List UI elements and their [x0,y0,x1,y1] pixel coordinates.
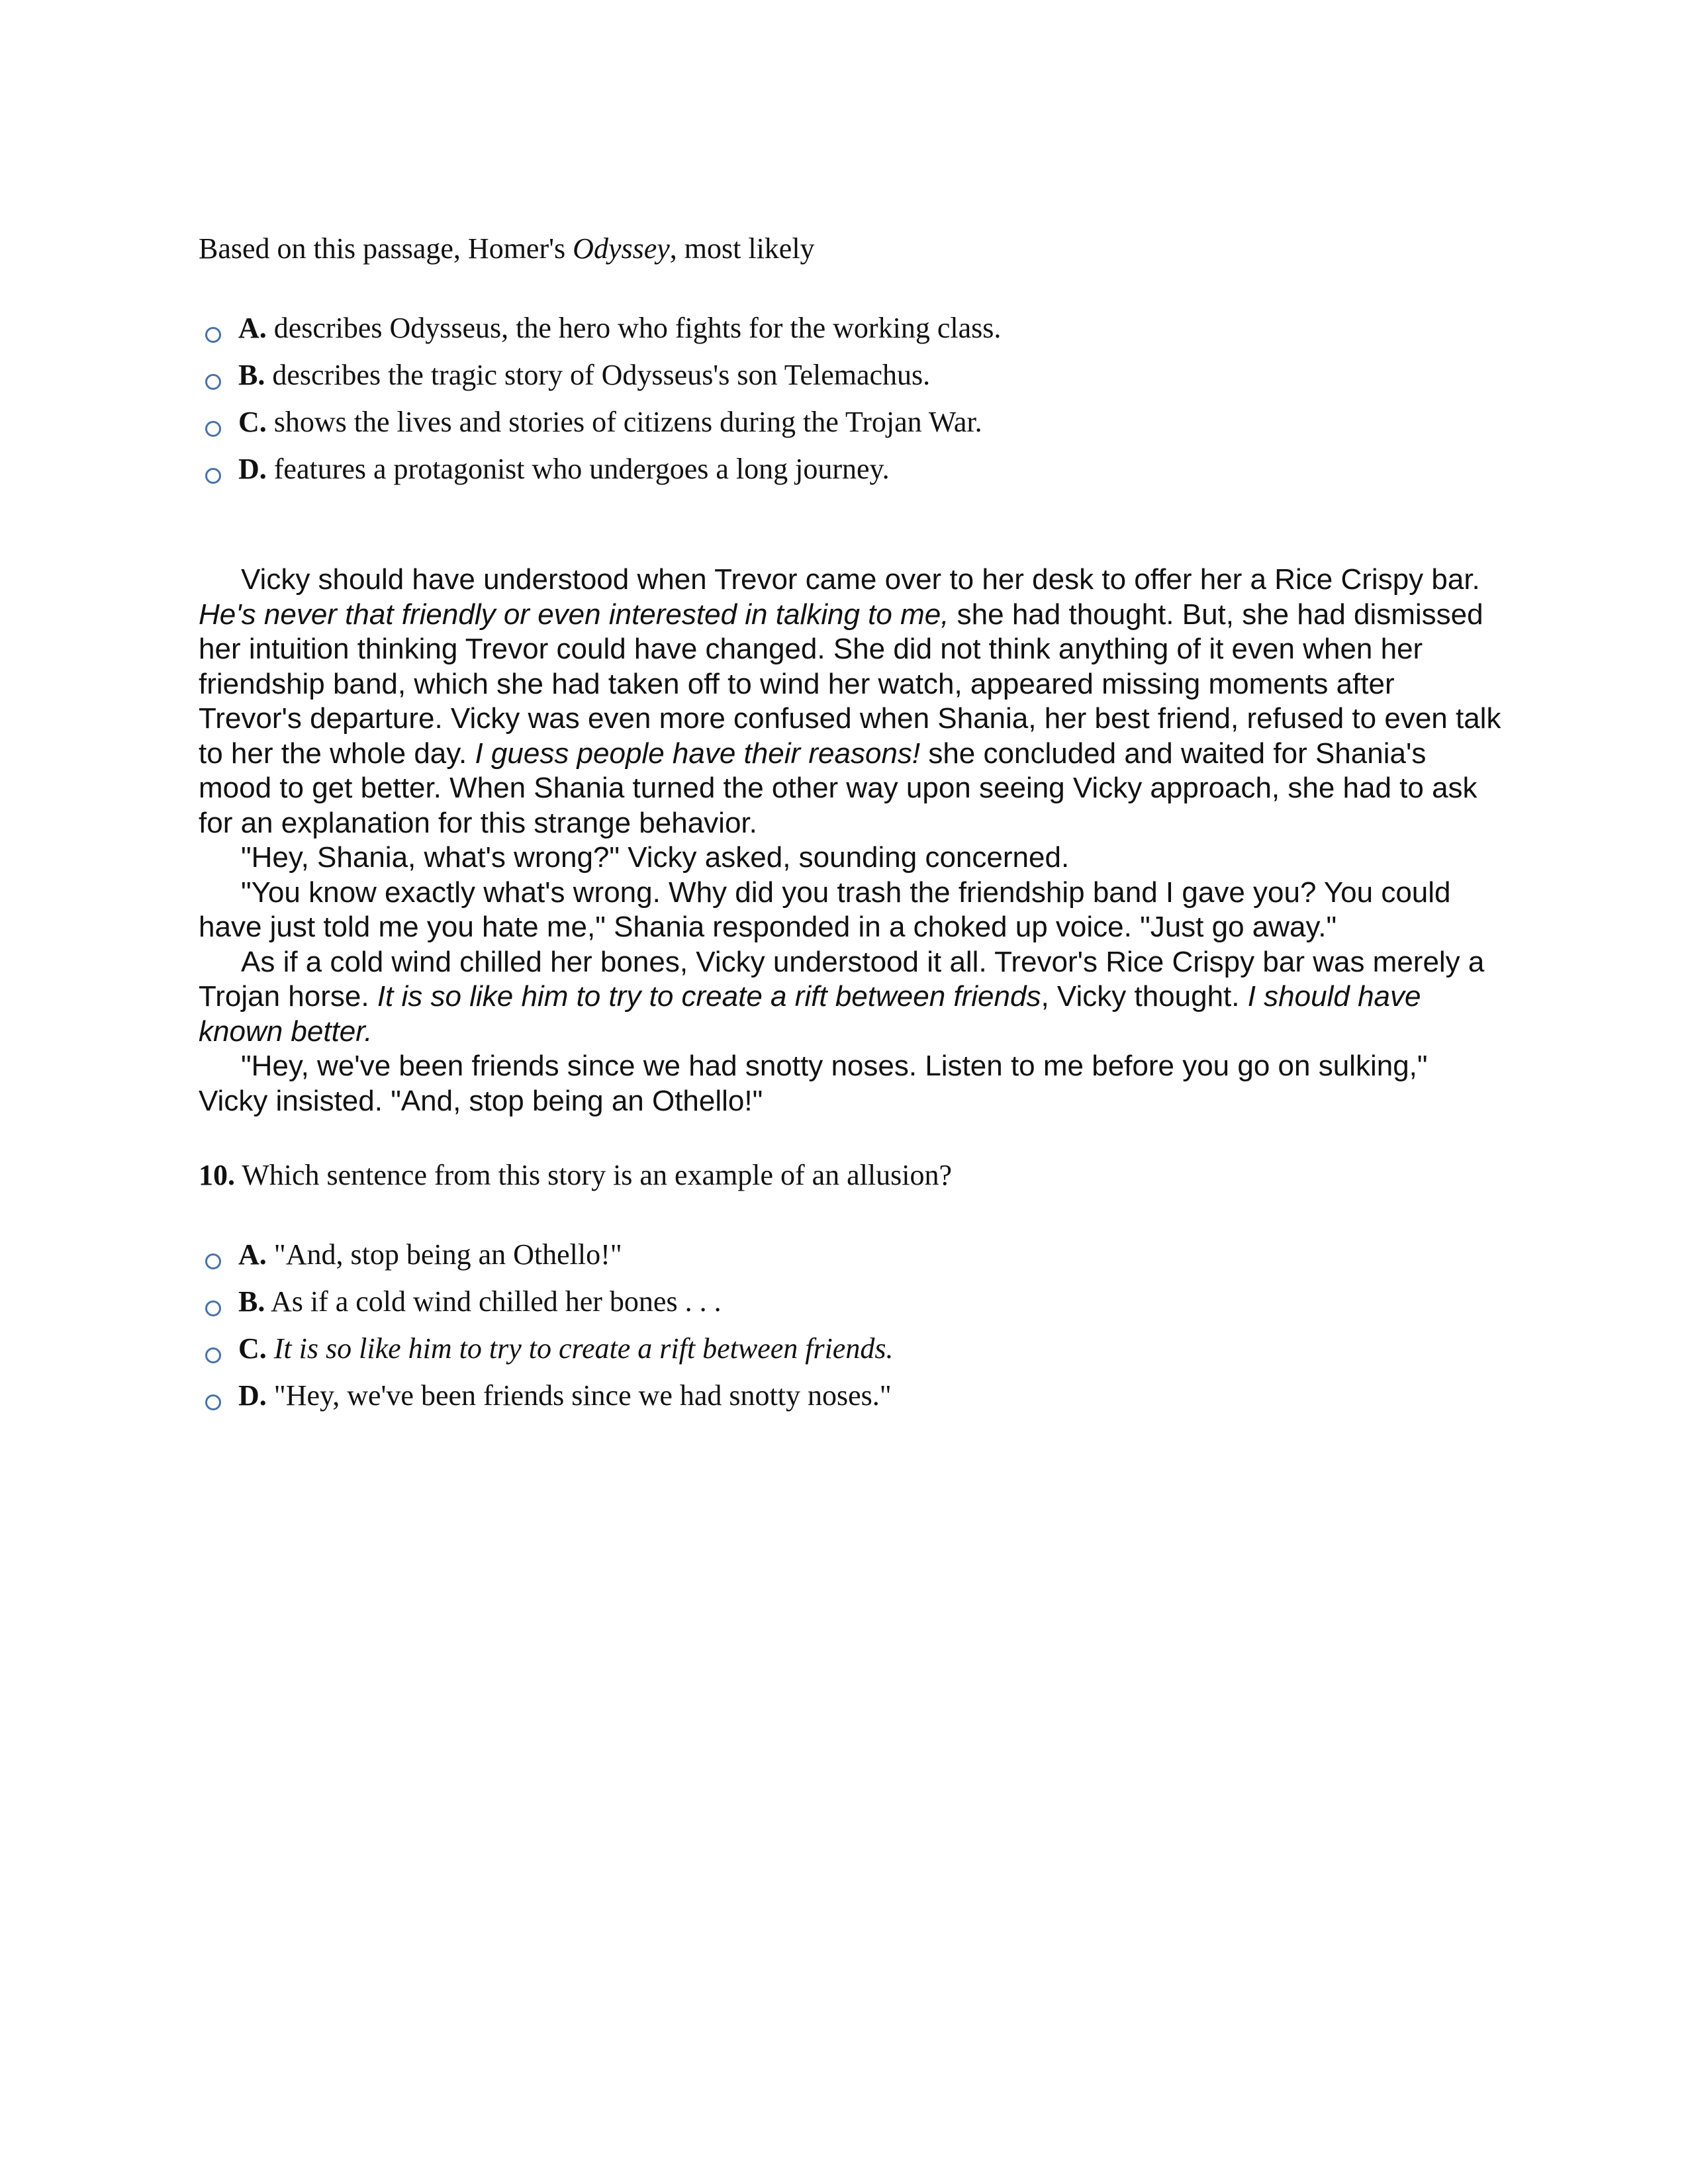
question-9-options [199,311,1496,499]
option-letter: C. [238,406,267,438]
passage-paragraph-1 [199,563,1503,841]
passage-thought: It is so like him to try to create a rift between friends [377,980,1041,1013]
option-letter: B. [238,359,265,391]
passage-thought: I should have known better. [199,980,1421,1048]
passage-thought: He's never that friendly or even interested in talking to me, [199,598,949,631]
radio-button-icon[interactable] [205,1394,221,1410]
option-text: features a protagonist who undergoes a long journey. [273,453,890,485]
radio-button-icon[interactable] [205,1300,221,1316]
option-letter: A. [238,1238,267,1271]
option-text: "Hey, we've been friends since we had snotty noses." [273,1379,892,1412]
passage-paragraph-2: "Hey, Shania, what's wrong?" Vicky asked, sounding concerned. [241,841,1070,874]
option-text: "And, stop being an Othello!" [273,1238,622,1271]
passage-text: , Vicky thought. [1041,980,1248,1013]
passage-paragraph-3: "You know exactly what's wrong. Why did you trash the friendship band I gave you? You could have just told me you hate me," Shania responded in a choked up voice. "Just go away." [199,876,1451,943]
passage-text: she had thought. But, she had dismissed her intuition thinking Trevor could have changed. She did not think anything of it even when her friendship band, which she had taken off to wind her watch, appeared missing moments after Trevor's departure. Vicky was even more confused when Shania, her best friend, refused to even talk to her the whole day. [199,598,1501,770]
q10-option-c[interactable] [199,1332,1496,1379]
radio-button-icon[interactable] [205,468,221,484]
radio-button-icon[interactable] [205,1253,221,1269]
question-10-stem [199,1158,1496,1193]
q10-option-d[interactable] [199,1379,1496,1426]
option-letter: C. [238,1332,267,1365]
question-9-stem [199,232,1496,266]
q9-stem-title: Odyssey [573,232,670,265]
option-letter: D. [238,453,267,485]
option-text: It is so like him to try to create a rift between friends. [273,1332,894,1365]
passage-thought: I guess people have their reasons! [475,737,921,770]
question-10-options [199,1238,1496,1426]
radio-button-icon[interactable] [205,421,221,437]
question-number: 10. [199,1159,235,1191]
option-letter: D. [238,1379,267,1412]
q10-option-b[interactable] [199,1285,1496,1332]
q9-stem-after: , most likely [669,232,815,265]
radio-button-icon[interactable] [205,1347,221,1363]
reading-passage [199,563,1503,1118]
q9-option-c[interactable] [199,405,1496,452]
option-text: As if a cold wind chilled her bones . . . [270,1285,722,1318]
q9-option-d[interactable] [199,452,1496,499]
radio-button-icon[interactable] [205,374,221,390]
passage-text: Vicky should have understood when Trevor came over to her desk to offer her a Rice Crispy bar. [241,563,1480,596]
option-text: describes Odysseus, the hero who fights for the working class. [273,312,1002,344]
passage-paragraph-4 [199,945,1503,1050]
q9-option-a[interactable] [199,311,1496,358]
q10-option-a[interactable] [199,1238,1496,1285]
option-letter: A. [238,312,267,344]
q9-option-b[interactable] [199,358,1496,405]
question-text: Which sentence from this story is an example of an allusion? [242,1159,953,1191]
passage-text: As if a cold wind chilled her bones, Vicky understood it all. Trevor's Rice Crispy bar was merely a Trojan horse. [199,945,1485,1013]
option-letter: B. [238,1285,265,1318]
radio-button-icon[interactable] [205,327,221,343]
option-text: shows the lives and stories of citizens during the Trojan War. [273,406,982,438]
option-text: describes the tragic story of Odysseus's son Telemachus. [272,359,931,391]
passage-paragraph-5: "Hey, we've been friends since we had snotty noses. Listen to me before you go on sulking," Vicky insisted. "And, stop being an Othello!" [199,1050,1428,1117]
q9-stem-before: Based on this passage, Homer's [199,232,573,265]
passage-text: she concluded and waited for Shania's mood to get better. When Shania turned the other way upon seeing Vicky approach, she had to ask for an explanation for this strange behavior. [199,737,1477,839]
